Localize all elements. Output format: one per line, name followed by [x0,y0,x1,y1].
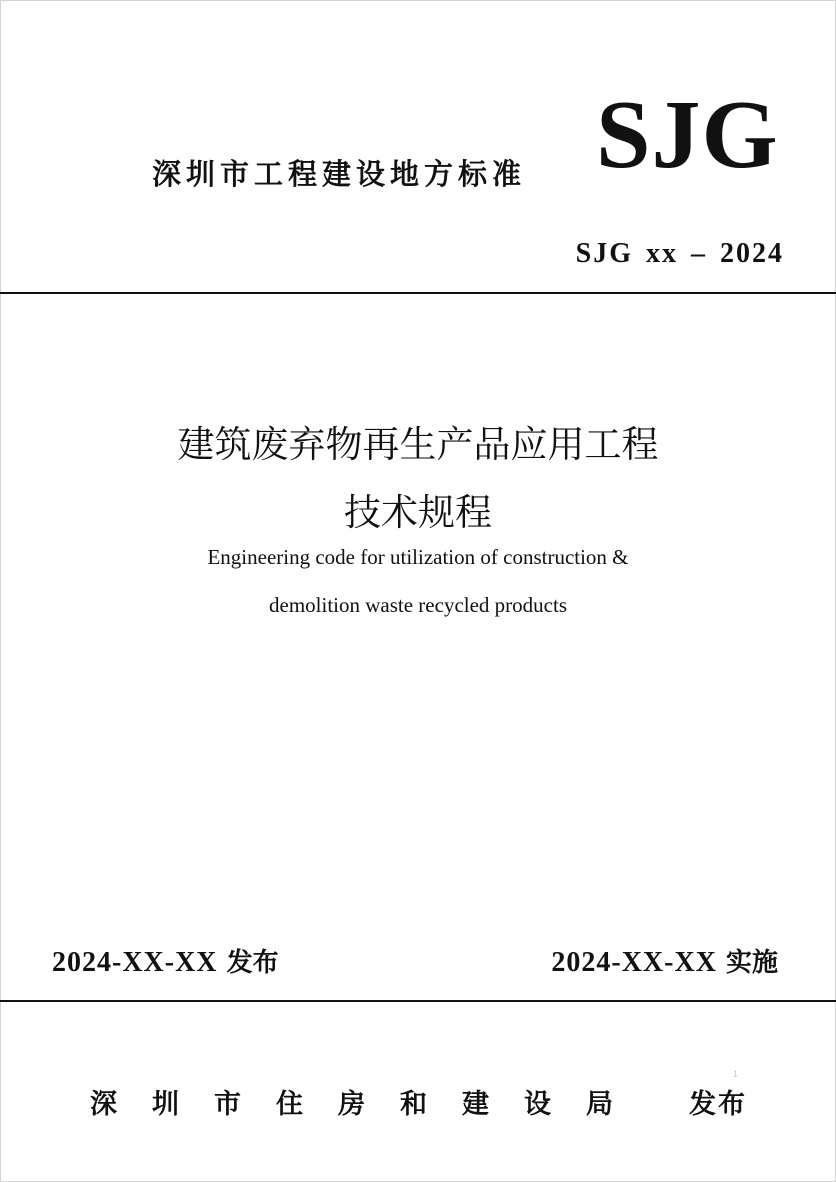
standard-number: SJG xx – 2024 [575,238,784,269]
issue-date: 2024-XX-XX [52,947,218,978]
issue-label: 发布 [226,948,279,978]
title-en-line2: demolition waste recycled products [269,593,567,617]
title-cn-line1: 建筑废弃物再生产品应用工程 [177,423,659,466]
sjg-logo: SJG [596,81,779,189]
bottom-divider [0,1000,836,1002]
publisher-name: 深圳市住房和建设局 [90,1089,648,1120]
issue-date-block [52,942,279,979]
effective-label: 实施 [725,948,778,978]
effective-date-block [551,942,778,979]
title-cn-line2: 技术规程 [344,491,492,534]
publish-label: 发布 [689,1089,747,1120]
title-en-line1: Engineering code for utilization of construction & [207,545,629,569]
standard-category: 深圳市工程建设地方标准 [152,157,527,191]
effective-date: 2024-XX-XX [551,947,717,978]
page-number: 1 [733,1069,739,1079]
top-divider [0,292,836,294]
